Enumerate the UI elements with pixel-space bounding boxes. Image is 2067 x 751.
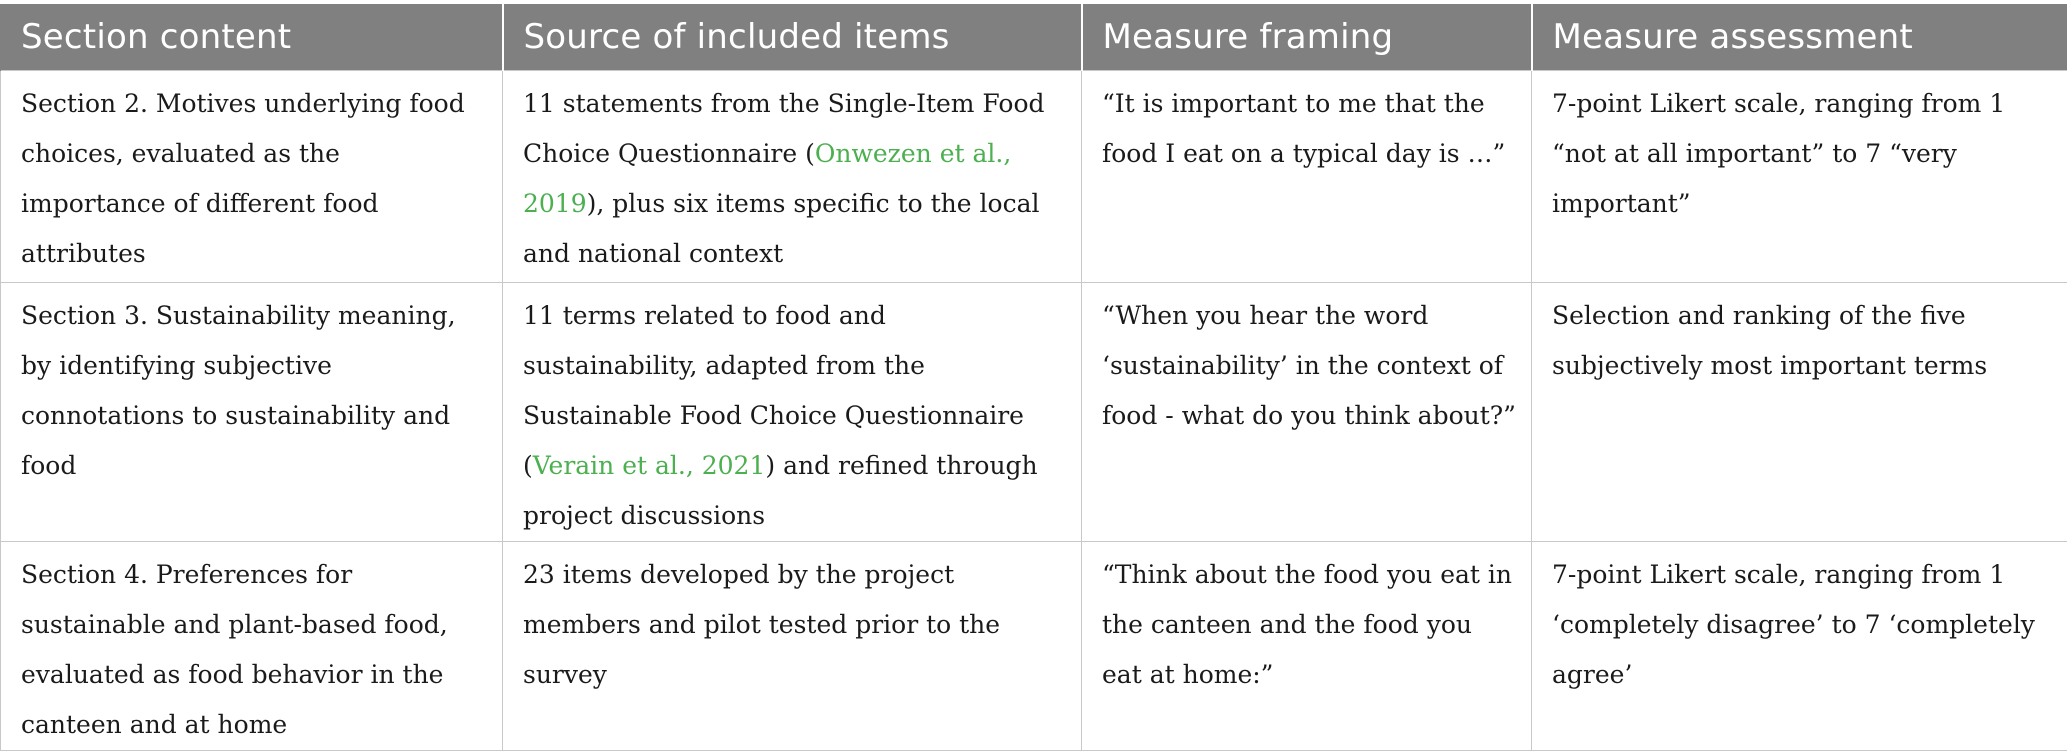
table-header bbox=[1, 4, 2067, 71]
cell-section-content: Section 2. Motives underlying food choices, evaluated as the importance of different food attributes bbox=[1, 71, 503, 283]
header-row bbox=[1, 4, 2067, 71]
source-text: 11 statements from the Single-Item Food Choice Questionnaire ( bbox=[523, 89, 1045, 168]
header-source-of-items: Source of included items bbox=[503, 4, 1082, 71]
cell-measure-assessment: Selection and ranking of the five subjectively most important terms bbox=[1532, 283, 2067, 542]
cell-measure-framing: “It is important to me that the food I eat on a typical day is …” bbox=[1082, 71, 1532, 283]
source-text: ), plus six items specific to the local and national context bbox=[523, 189, 1039, 268]
cell-section-content: Section 3. Sustainability meaning, by identifying subjective connotations to sustainability and food bbox=[1, 283, 503, 542]
cell-measure-assessment: 7-point Likert scale, ranging from 1 ‘completely disagree’ to 7 ‘completely agree’ bbox=[1532, 542, 2067, 751]
header-section-content: Section content bbox=[1, 4, 503, 71]
source-text: ) and refined through project discussions bbox=[523, 451, 1038, 530]
cell-measure-framing: “Think about the food you eat in the canteen and the food you eat at home:” bbox=[1082, 542, 1532, 751]
measures-table-container bbox=[0, 4, 2067, 751]
cell-source bbox=[503, 71, 1082, 283]
table-row bbox=[1, 71, 2067, 283]
cell-measure-assessment: 7-point Likert scale, ranging from 1 “not at all important” to 7 “very important” bbox=[1532, 71, 2067, 283]
citation-link[interactable]: Verain et al., 2021 bbox=[533, 451, 766, 480]
table-body bbox=[1, 71, 2067, 751]
source-text: 11 terms related to food and sustainability, adapted from the Sustainable Food Choice Questionnaire ( bbox=[523, 301, 1024, 480]
cell-source bbox=[503, 542, 1082, 751]
citation-link[interactable]: Onwezen et al., 2019 bbox=[523, 139, 1011, 218]
cell-source bbox=[503, 283, 1082, 542]
header-measure-framing: Measure framing bbox=[1082, 4, 1532, 71]
source-text: 23 items developed by the project members and pilot tested prior to the survey bbox=[523, 560, 1000, 689]
cell-measure-framing: “When you hear the word ‘sustainability’ in the context of food - what do you think about?” bbox=[1082, 283, 1532, 542]
measures-table bbox=[0, 4, 2067, 751]
header-measure-assessment: Measure assessment bbox=[1532, 4, 2067, 71]
table-row bbox=[1, 542, 2067, 751]
cell-section-content: Section 4. Preferences for sustainable and plant-based food, evaluated as food behavior in the canteen and at home bbox=[1, 542, 503, 751]
table-row bbox=[1, 283, 2067, 542]
